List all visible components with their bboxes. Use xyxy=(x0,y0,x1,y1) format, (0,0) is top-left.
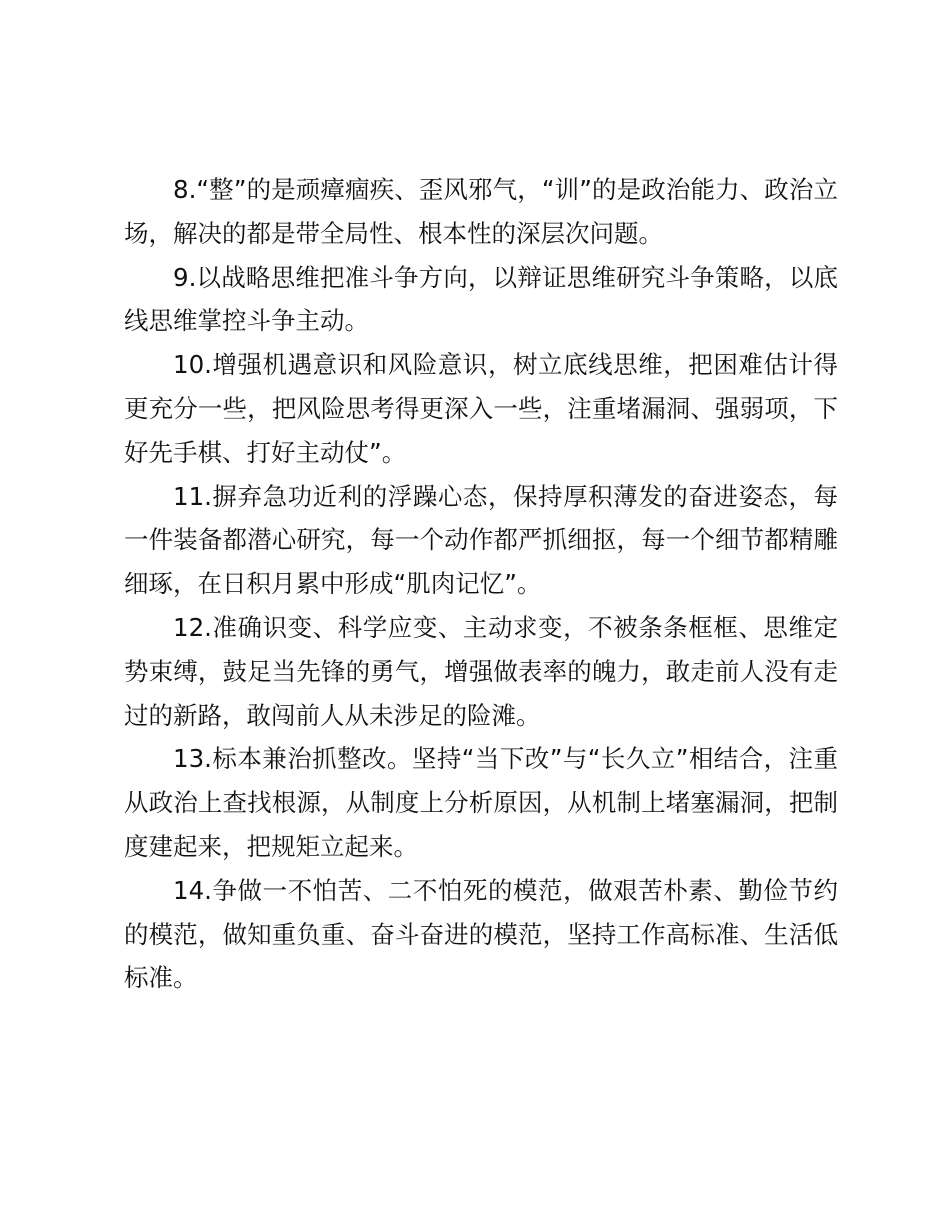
paragraph-item-10: 10.增强机遇意识和风险意识，树立底线思维，把困难估计得更充分一些，把风险思考得更深入一些，注重堵漏洞、强弱项，下好先手棋、打好主动仗”。 xyxy=(124,350,838,467)
paragraph-item-12: 12.准确识变、科学应变、主动求变，不被条条框框、思维定势束缚，鼓足当先锋的勇气，增强做表率的魄力，敢走前人没有走过的新路，敢闯前人从未涉足的险滩。 xyxy=(124,612,838,730)
document-body xyxy=(124,168,838,1000)
paragraph-item-9: 9.以战略思维把准斗争方向，以辩证思维研究斗争策略，以底线思维掌控斗争主动。 xyxy=(124,262,838,336)
paragraph-item-13: 13.标本兼治抓整改。坚持“当下改”与“长久立”相结合，注重从政治上查找根源，从制度上分析原因，从机制上堵塞漏洞，把制度建起来，把规矩立起来。 xyxy=(124,744,838,861)
paragraph-item-8: 8.“整”的是顽瘴痼疾、歪风邪气，“训”的是政治能力、政治立场，解决的都是带全局性、根本性的深层次问题。 xyxy=(124,175,838,248)
paragraph-item-11: 11.摒弃急功近利的浮躁心态，保持厚积薄发的奋进姿态，每一件装备都潜心研究，每一个动作都严抓细抠，每一个细节都精雕细琢，在日积月累中形成“肌肉记忆”。 xyxy=(124,481,838,599)
paragraph-item-14: 14.争做一不怕苦、二不怕死的模范，做艰苦朴素、勤俭节约的模范，做知重负重、奋斗奋进的模范，坚持工作高标准、生活低标准。 xyxy=(124,875,838,993)
